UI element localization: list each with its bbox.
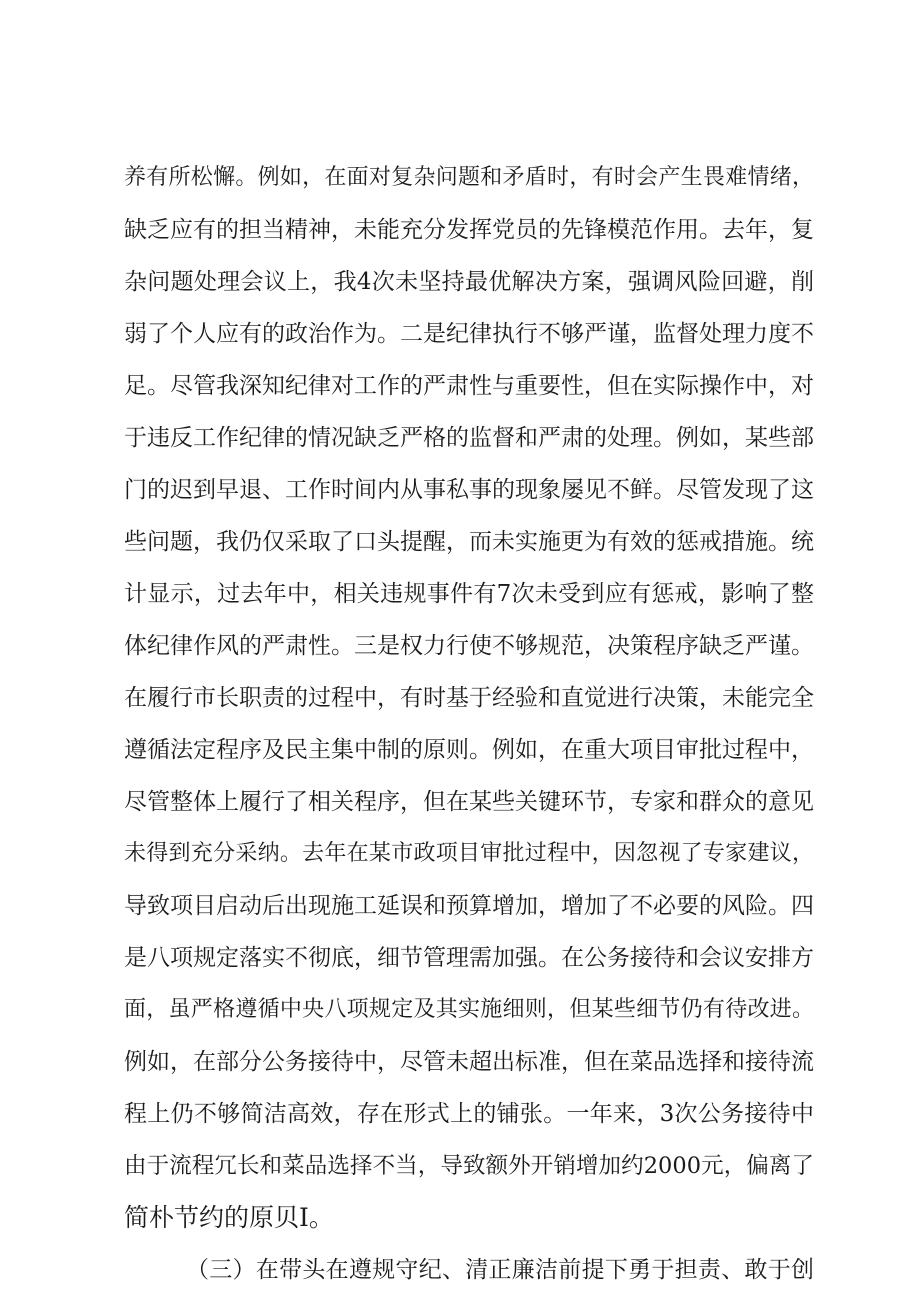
- paragraph-line-15: 导致项目启动后出现施工延误和预算增加，增加了不必要的风险。四: [124, 893, 814, 919]
- paragraph-line-10: 体纪律作风的严肃性。三是权力行使不够规范，决策程序缺乏严谨。: [124, 633, 814, 659]
- paragraph-line-13: 尽管整体上履行了相关程序，但在某些关键环节，专家和群众的意见: [124, 789, 814, 815]
- paragraph-line-3: 杂问题处理会议上，我4次未坚持最优解决方案，强调风险回避，削: [124, 269, 814, 295]
- paragraph-line-12: 遵循法定程序及民主集中制的原则。例如，在重大项目审批过程中，: [124, 737, 814, 763]
- paragraph-line-14: 未得到充分采纳。去年在某市政项目审批过程中，因忽视了专家建议，: [124, 841, 814, 866]
- paragraph-line-2: 缺乏应有的担当精神，未能充分发挥党员的先锋模范作用。去年，复: [124, 217, 814, 243]
- paragraph-line-19: 程上仍不够简洁高效，存在形式上的铺张。一年来，3次公务接待中: [124, 1101, 814, 1127]
- paragraph-line-1: 养有所松懈。例如，在面对复杂问题和矛盾时，有时会产生畏难情绪，: [124, 165, 814, 190]
- paragraph-line-9: 计显示，过去年中，相关违规事件有7次未受到应有惩戒，影响了整: [124, 581, 814, 607]
- paragraph-line-4: 弱了个人应有的政治作为。二是纪律执行不够严谨，监督处理力度不: [124, 321, 814, 347]
- paragraph-line-21: 简朴节约的原贝I。: [124, 1203, 334, 1232]
- paragraph-line-11: 在履行市长职责的过程中，有时基于经验和直觉进行决策，未能完全: [124, 685, 814, 711]
- paragraph-line-16: 是八项规定落实不彻底，细节管理需加强。在公务接待和会议安排方: [124, 945, 814, 971]
- paragraph-line-6: 于违反工作纪律的情况缺乏严格的监督和严肃的处理。例如，某些部: [124, 425, 814, 451]
- paragraph-line-8: 些问题，我仍仅采取了口头提醒，而未实施更为有效的惩戒措施。统: [124, 529, 814, 555]
- paragraph-line-7: 门的迟到早退、工作时间内从事私事的现象屡见不鲜。尽管发现了这: [124, 477, 814, 503]
- paragraph-line-17: 面，虽严格遵循中央八项规定及其实施细则，但某些细节仍有待改进。: [124, 997, 814, 1022]
- paragraph-line-5: 足。尽管我深知纪律对工作的严肃性与重要性，但在实际操作中，对: [124, 373, 814, 399]
- paragraph-line-18: 例如，在部分公务接待中，尽管未超出标准，但在菜品选择和接待流: [124, 1049, 814, 1075]
- paragraph-line-20: 由于流程冗长和菜品选择不当，导致额外开销增加约2000元，偏离了: [124, 1153, 814, 1179]
- section-heading-3: （三）在带头在遵规守纪、清正廉洁前提下勇于担责、敢于创: [186, 1257, 814, 1283]
